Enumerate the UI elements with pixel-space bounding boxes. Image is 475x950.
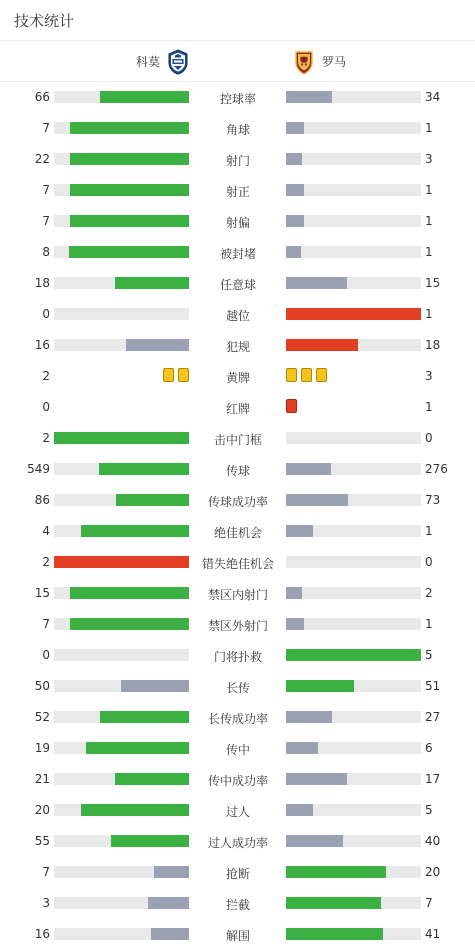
- yellow-card-icon: [286, 368, 297, 382]
- away-value: 1: [425, 183, 433, 197]
- stat-label: 越位: [225, 309, 250, 323]
- home-bar-fill: [81, 525, 189, 537]
- away-value: 18: [425, 338, 441, 352]
- away-team-name: 罗马: [322, 55, 347, 69]
- stat-row: [0, 764, 475, 795]
- home-bar-track: [54, 277, 189, 289]
- home-bar-fill: [69, 246, 189, 258]
- stat-label: 禁区外射门: [207, 619, 268, 633]
- away-value: 40: [425, 834, 441, 848]
- home-bar-fill: [100, 91, 189, 103]
- home-team-name: 科莫: [135, 55, 160, 69]
- stat-label: 传中: [225, 743, 250, 757]
- away-bar-track: [286, 122, 421, 134]
- away-bar-track: [286, 184, 421, 196]
- home-bar-track: [54, 773, 189, 785]
- stat-row: [0, 888, 475, 919]
- away-value: 27: [425, 710, 441, 724]
- home-bar-fill: [99, 463, 189, 475]
- home-bar-track: [54, 649, 189, 661]
- away-bar-track: [286, 866, 421, 878]
- yellow-card-icon: [316, 368, 327, 382]
- stat-row: [0, 454, 475, 485]
- away-bar-track: [286, 773, 421, 785]
- away-value: 1: [425, 214, 433, 228]
- away-value: 7: [425, 896, 433, 910]
- away-cards: [286, 368, 327, 382]
- stat-label: 射正: [225, 185, 250, 199]
- home-bar-fill: [148, 897, 189, 909]
- away-bar-track: [286, 742, 421, 754]
- home-bar-track: [54, 525, 189, 537]
- away-bar-track: [286, 804, 421, 816]
- away-value: 1: [425, 524, 433, 538]
- stat-label: 解围: [225, 929, 250, 943]
- stat-row: [0, 82, 475, 113]
- home-bar-track: [54, 587, 189, 599]
- stat-label: 红牌: [225, 402, 250, 416]
- home-value: 0: [42, 307, 50, 321]
- home-value: 2: [42, 555, 50, 569]
- stat-label: 长传: [225, 681, 250, 695]
- home-bar-track: [54, 680, 189, 692]
- away-value: 0: [425, 431, 433, 445]
- home-bar-fill: [70, 587, 189, 599]
- home-bar-fill: [116, 494, 189, 506]
- home-bar-fill: [70, 215, 189, 227]
- away-bar-track: [286, 308, 421, 320]
- teams-header: [0, 41, 475, 82]
- stat-row: [0, 299, 475, 330]
- home-value: 19: [34, 741, 50, 755]
- away-value: 15: [425, 276, 441, 290]
- stat-row: [0, 423, 475, 454]
- home-bar-track: [54, 463, 189, 475]
- away-bar-fill: [286, 835, 343, 847]
- yellow-card-icon: [178, 368, 189, 382]
- stat-label: 被封堵: [219, 247, 256, 261]
- home-value: 52: [34, 710, 50, 724]
- home-value: 549: [27, 462, 50, 476]
- home-value: 0: [42, 400, 50, 414]
- away-bar-track: [286, 91, 421, 103]
- stat-row: [0, 268, 475, 299]
- stat-row: [0, 795, 475, 826]
- away-value: 73: [425, 493, 441, 507]
- away-value: 3: [425, 152, 433, 166]
- home-bar-fill: [126, 339, 189, 351]
- away-bar-fill: [286, 711, 332, 723]
- stat-row: [0, 175, 475, 206]
- stat-row: [0, 919, 475, 950]
- stat-label: 犯规: [225, 340, 250, 354]
- stat-label: 传球成功率: [207, 495, 268, 509]
- away-value: 51: [425, 679, 441, 693]
- home-value: 8: [42, 245, 50, 259]
- home-value: 7: [42, 121, 50, 135]
- away-value: 1: [425, 617, 433, 631]
- away-bar-track: [286, 618, 421, 630]
- away-bar-fill: [286, 587, 302, 599]
- stat-row: [0, 826, 475, 857]
- away-bar-track: [286, 525, 421, 537]
- page-title: 技术统计: [14, 12, 75, 30]
- red-card-icon: [286, 399, 297, 413]
- stat-row: [0, 733, 475, 764]
- stat-row: [0, 640, 475, 671]
- home-bar-track: [54, 742, 189, 754]
- home-bar-track: [54, 184, 189, 196]
- stat-row: [0, 330, 475, 361]
- stat-row: [0, 547, 475, 578]
- home-bar-track: [54, 866, 189, 878]
- home-bar-track: [54, 804, 189, 816]
- stat-row: [0, 578, 475, 609]
- stat-row: [0, 485, 475, 516]
- home-bar-track: [54, 928, 189, 940]
- home-value: 16: [34, 338, 50, 352]
- away-bar-fill: [286, 494, 348, 506]
- away-bar-fill: [286, 463, 331, 475]
- away-bar-fill: [286, 122, 304, 134]
- away-bar-fill: [286, 618, 304, 630]
- stat-label: 长传成功率: [207, 712, 268, 726]
- away-value: 41: [425, 927, 441, 941]
- home-value: 86: [34, 493, 50, 507]
- home-value: 4: [42, 524, 50, 538]
- stat-row: [0, 857, 475, 888]
- stat-label: 抢断: [225, 867, 250, 881]
- away-bar-fill: [286, 215, 304, 227]
- stat-row: [0, 671, 475, 702]
- stat-label: 错失绝佳机会: [201, 557, 274, 571]
- stat-label: 传中成功率: [207, 774, 268, 788]
- home-bar-fill: [115, 773, 189, 785]
- home-bar-fill: [70, 618, 189, 630]
- home-bar-track: [54, 215, 189, 227]
- stat-label: 击中门框: [213, 433, 262, 447]
- away-value: 34: [425, 90, 441, 104]
- away-bar-fill: [286, 649, 421, 661]
- stat-label: 拦截: [225, 898, 250, 912]
- home-bar-fill: [154, 866, 189, 878]
- away-value: 1: [425, 307, 433, 321]
- home-bar-track: [54, 432, 189, 444]
- away-bar-fill: [286, 866, 386, 878]
- stat-label: 射门: [225, 154, 250, 168]
- away-bar-fill: [286, 928, 383, 940]
- away-bar-fill: [286, 773, 347, 785]
- away-value: 20: [425, 865, 441, 879]
- away-bar-fill: [286, 153, 302, 165]
- home-bar-fill: [54, 432, 189, 444]
- away-value: 5: [425, 648, 433, 662]
- home-bar-fill: [70, 153, 189, 165]
- home-value: 15: [34, 586, 50, 600]
- away-bar-track: [286, 587, 421, 599]
- away-cards: [286, 399, 297, 413]
- away-bar-track: [286, 494, 421, 506]
- home-value: 22: [34, 152, 50, 166]
- away-bar-track: [286, 463, 421, 475]
- home-bar-fill: [115, 277, 189, 289]
- away-value: 6: [425, 741, 433, 755]
- away-bar-fill: [286, 277, 347, 289]
- away-bar-track: [286, 680, 421, 692]
- away-bar-track: [286, 711, 421, 723]
- away-value: 2: [425, 586, 433, 600]
- away-bar-fill: [286, 339, 358, 351]
- stat-row: [0, 609, 475, 640]
- home-value: 2: [42, 369, 50, 383]
- home-value: 7: [42, 865, 50, 879]
- home-bar-fill: [70, 184, 189, 196]
- home-value: 66: [34, 90, 50, 104]
- home-bar-track: [54, 91, 189, 103]
- yellow-card-icon: [163, 368, 174, 382]
- como-crest-icon: [166, 49, 190, 75]
- away-bar-fill: [286, 804, 313, 816]
- away-bar-fill: [286, 308, 421, 320]
- away-bar-fill: [286, 246, 301, 258]
- away-value: 1: [425, 121, 433, 135]
- stat-row: [0, 392, 475, 423]
- away-team[interactable]: [292, 41, 346, 82]
- away-bar-fill: [286, 742, 318, 754]
- home-bar-fill: [86, 742, 189, 754]
- home-bar-fill: [100, 711, 189, 723]
- home-bar-track: [54, 339, 189, 351]
- home-bar-track: [54, 618, 189, 630]
- home-bar-track: [54, 711, 189, 723]
- home-bar-fill: [81, 804, 189, 816]
- away-value: 5: [425, 803, 433, 817]
- home-value: 16: [34, 927, 50, 941]
- stat-label: 绝佳机会: [213, 526, 262, 540]
- stat-label: 射偏: [225, 216, 250, 230]
- away-bar-track: [286, 246, 421, 258]
- stat-label: 过人: [225, 805, 250, 819]
- roma-crest-icon: [292, 49, 316, 75]
- away-bar-track: [286, 556, 421, 568]
- home-value: 7: [42, 183, 50, 197]
- away-bar-fill: [286, 184, 304, 196]
- stat-label: 过人成功率: [207, 836, 268, 850]
- stat-row: [0, 516, 475, 547]
- away-value: 0: [425, 555, 433, 569]
- away-bar-track: [286, 339, 421, 351]
- away-bar-fill: [286, 680, 354, 692]
- away-bar-fill: [286, 525, 313, 537]
- home-bar-track: [54, 246, 189, 258]
- stat-label: 传球: [225, 464, 250, 478]
- home-bar-track: [54, 494, 189, 506]
- stat-row: [0, 361, 475, 392]
- yellow-card-icon: [301, 368, 312, 382]
- home-value: 20: [34, 803, 50, 817]
- home-value: 50: [34, 679, 50, 693]
- home-bar-track: [54, 153, 189, 165]
- home-bar-track: [54, 308, 189, 320]
- away-bar-track: [286, 215, 421, 227]
- home-bar-fill: [54, 556, 189, 568]
- away-value: 1: [425, 400, 433, 414]
- stat-label: 门将扑救: [213, 650, 262, 664]
- home-bar-track: [54, 897, 189, 909]
- home-bar-fill: [70, 122, 189, 134]
- away-bar-fill: [286, 91, 332, 103]
- stat-label: 任意球: [219, 278, 256, 292]
- home-team[interactable]: [136, 41, 190, 82]
- stat-label: 禁区内射门: [207, 588, 268, 602]
- stat-label: 黄牌: [225, 371, 250, 385]
- away-bar-track: [286, 153, 421, 165]
- away-bar-track: [286, 277, 421, 289]
- home-value: 0: [42, 648, 50, 662]
- away-value: 3: [425, 369, 433, 383]
- home-bar-fill: [151, 928, 189, 940]
- home-value: 18: [34, 276, 50, 290]
- away-bar-track: [286, 649, 421, 661]
- stat-row: [0, 144, 475, 175]
- away-bar-track: [286, 928, 421, 940]
- away-value: 1: [425, 245, 433, 259]
- away-value: 17: [425, 772, 441, 786]
- home-bar-track: [54, 556, 189, 568]
- home-value: 55: [34, 834, 50, 848]
- home-value: 2: [42, 431, 50, 445]
- stat-row: [0, 702, 475, 733]
- stat-row: [0, 113, 475, 144]
- away-bar-fill: [286, 897, 381, 909]
- stat-label: 角球: [225, 123, 250, 137]
- home-value: 7: [42, 617, 50, 631]
- home-cards: [163, 368, 189, 382]
- home-bar-track: [54, 835, 189, 847]
- away-bar-track: [286, 897, 421, 909]
- home-bar-fill: [111, 835, 189, 847]
- home-value: 21: [34, 772, 50, 786]
- home-value: 3: [42, 896, 50, 910]
- home-value: 7: [42, 214, 50, 228]
- home-bar-track: [54, 122, 189, 134]
- stat-row: [0, 206, 475, 237]
- home-bar-fill: [121, 680, 189, 692]
- title-bar: [0, 0, 475, 41]
- away-bar-track: [286, 432, 421, 444]
- stat-row: [0, 237, 475, 268]
- away-bar-track: [286, 835, 421, 847]
- away-value: 276: [425, 462, 448, 476]
- stat-label: 控球率: [219, 92, 256, 106]
